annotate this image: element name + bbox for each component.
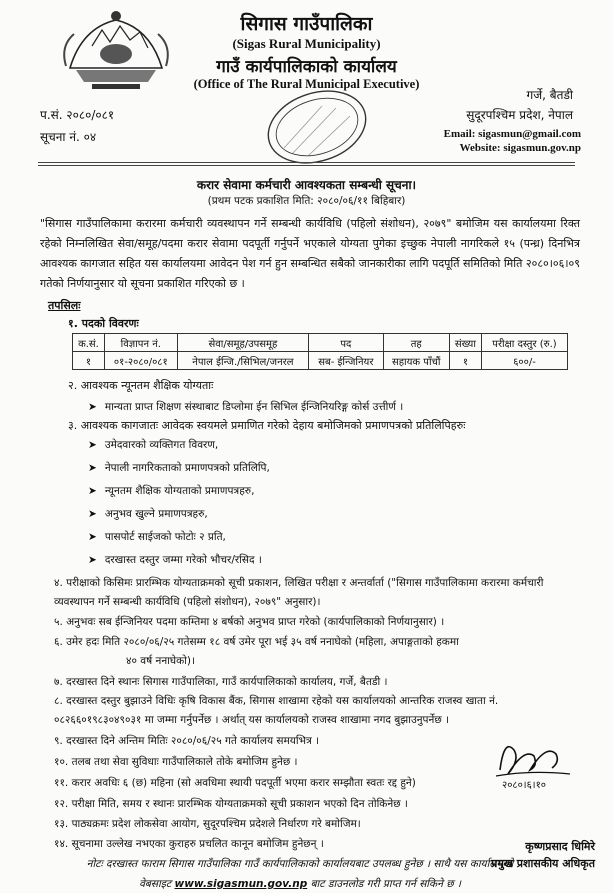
first-published-date: (प्रथम पटक प्रकाशित मिति: २०८०/०६/११ बिहिबार) bbox=[207, 195, 406, 207]
table-header-row bbox=[73, 334, 568, 352]
list-item-text: नेपाली नागरिकताको प्रमाणपत्रको प्रतिलिपि, bbox=[104, 462, 270, 474]
municipality-title-en: (Sigas Rural Municipality) bbox=[232, 36, 381, 51]
list-item bbox=[88, 507, 208, 521]
list-item-text: न्यूनतम शैक्षिक योग्यताको प्रमाणपत्रहरु, bbox=[104, 485, 255, 497]
clause-11: ११. करार अवधिः ६ (छ) महिना (सो अवधिमा स्थायी पदपूर्ती भएमा करार सम्झौता स्वतः रद्द हुने) bbox=[54, 777, 416, 789]
clause-7: ७. दरखास्त दिने स्थानः सिगास गाउँपालिका, गाउँ कार्यपालिकाको कार्यालय, गर्जे, बैतडी । bbox=[54, 676, 388, 688]
address-line-1: गर्जे, बैतडी bbox=[526, 88, 573, 102]
footer-website-note bbox=[60, 877, 540, 891]
section-2-label: २. आवश्यक न्यूनतम शैक्षिक योग्यताः bbox=[68, 379, 214, 392]
list-item bbox=[88, 484, 254, 498]
reference-number: प.सं. २०८०/०८१ bbox=[40, 108, 115, 122]
header-divider-2 bbox=[38, 165, 575, 166]
table-row bbox=[73, 352, 568, 370]
table-cell: ०१-२०८०/०८१ bbox=[104, 352, 177, 370]
list-item bbox=[88, 438, 218, 452]
clause-6: ६. उमेर हदः मिति २०८०/०६/२५ गतेसम्म १८ वर्ष उमेर पूरा भई ३५ वर्ष ननाघेको (महिला, अपाङ्गताको हकमा bbox=[54, 636, 459, 648]
clause-6-continued: ४० वर्ष ननाघेको)। bbox=[126, 655, 195, 667]
section-3-label: ३. आवश्यक कागजातः आवेदक स्वयमले प्रमाणित गरेको देहाय बमोजिमको प्रमाणपत्रको प्रतिलिपिहरुः bbox=[68, 419, 466, 432]
list-item-text: दरखास्त दस्तुर जम्मा गरेको भौचर/रसिद । bbox=[104, 554, 262, 566]
list-item-text: मान्यता प्राप्त शिक्षण संस्थाबाट डिप्लोमा ईन सिभिल ईन्जिनियरिङ्ग कोर्स उत्तीर्ण । bbox=[104, 401, 404, 413]
signer-name: कृष्णप्रसाद धिमिरे bbox=[525, 840, 595, 853]
list-item bbox=[88, 530, 226, 544]
table-cell: ६००/- bbox=[482, 352, 568, 370]
arrow-bullet-icon: ➤ bbox=[88, 401, 97, 413]
details-label: तपसिलः bbox=[48, 299, 81, 312]
table-cell: नेपाल ईन्जि./सिभिल/जनरल bbox=[177, 352, 308, 370]
clause-5: ५. अनुभवः सब ईन्जिनियर पदमा कम्तिमा ४ बर्षको अनुभव प्राप्त गरेको (कार्यपालिकाको निर्णयानुसार) । bbox=[54, 616, 445, 628]
table-cell: १ bbox=[449, 352, 481, 370]
table-cell: सब- ईन्जिनियर bbox=[309, 352, 383, 370]
list-item bbox=[88, 553, 262, 567]
clause-10: १०. तलब तथा सेवा सुविधाः गाउँपालिकाले तोके बमोजिम हुनेछ । bbox=[54, 756, 298, 768]
arrow-bullet-icon: ➤ bbox=[88, 531, 97, 543]
footer-website-link[interactable]: www.sigasmun.gov.np bbox=[174, 878, 308, 890]
office-title-np: गाउँ कार्यपालिकाको कार्यालय bbox=[216, 57, 397, 77]
handwritten-signature bbox=[490, 730, 574, 792]
signer-title: प्रमुख प्रशासकीय अधिकृत bbox=[491, 857, 595, 870]
notice-number: सूचना नं. ०४ bbox=[40, 130, 97, 144]
list-item bbox=[88, 461, 270, 475]
office-stamp bbox=[262, 88, 372, 166]
table-header: परीक्षा दस्तुर (रु.) bbox=[482, 334, 568, 352]
website-text: Website: sigasmun.gov.np bbox=[459, 142, 581, 154]
arrow-bullet-icon: ➤ bbox=[88, 462, 97, 474]
clause-13: १३. पाठ्यक्रमः प्रदेश लोकसेवा आयोग, सुदूरपश्चिम प्रदेशले निर्धारण गरे बमोजिम। bbox=[54, 818, 361, 830]
section-1-label: १. पदको विवरणः bbox=[68, 317, 139, 330]
clause-8-continued: ०८२६६०१९८३०४९०३१ मा जम्मा गर्नुपर्नेछ । अर्थात् यस कार्यालयको राजस्व शाखामा नगद बुझाउनुपर्नेछ । bbox=[54, 714, 449, 726]
signature-date: २०८०।६।१० bbox=[502, 780, 546, 791]
municipality-title-np: सिगास गाउँपालिका bbox=[240, 13, 373, 35]
table-header: पद bbox=[309, 334, 383, 352]
office-title-en: (Office of The Rural Municipal Executive) bbox=[193, 77, 420, 91]
header-divider bbox=[38, 162, 575, 163]
table-header: क.सं. bbox=[73, 334, 105, 352]
table-cell: सहायक पाँचौं bbox=[383, 352, 449, 370]
table-cell: १ bbox=[73, 352, 105, 370]
footer-website-suffix: बाट डाउनलोड गरी प्राप्त गर्न सकिने छ । bbox=[310, 878, 461, 890]
arrow-bullet-icon: ➤ bbox=[88, 554, 97, 566]
intro-paragraph: "सिगास गाउँपालिकामा करारमा कर्मचारी व्यवस्थापन गर्ने सम्बन्धी कार्यविधि (पहिलो संशोधन), २०७९" बमोजिम यस कार्यालयमा रिक्त रहेको निम्नलिखित सेवा/समूह/पदमा करार सेवामा पदपूर्ती गर्नुपर्ने भएकाले योग्यता पुगेका इच्छुक नेपाली नागरिकले १५ (पन्ध्र) दिनभित्र आवश्यक कागजात सहित यस कार्यालयमा आवेदन पेश गर्न हुन सम्बन्धित सबैको जानकारीका लागि पदपूर्ति समितिको मिति २०८०।०६।०९ गतेको निर्णयानुसार यो सूचना प्रकाशित गरिएको छ । bbox=[40, 217, 580, 290]
email-text: Email: sigasmun@gmail.com bbox=[443, 128, 581, 140]
list-item-text: अनुभव खुल्ने प्रमाणपत्रहरु, bbox=[104, 508, 208, 520]
table-header: सेवा/समूह/उपसमूह bbox=[177, 334, 308, 352]
arrow-bullet-icon: ➤ bbox=[88, 485, 97, 497]
clause-4: ४. परीक्षाको किसिमः प्रारम्भिक योग्यताक्रमको सूची प्रकाशन, लिखित परीक्षा र अन्तर्वार्ता ("सिगास गाउँपालिकामा करारमा कर्मचारी व्यवस्थापन गर्ने सम्बन्धी कार्यविधि (पहिलो संशोधन), २०७९" अनुसार)। bbox=[54, 577, 544, 608]
list-item-text: पासपोर्ट साईजको फोटोः २ प्रति, bbox=[104, 531, 226, 543]
clause-8: ८. दरखास्त दस्तुर बुझाउने विधिः कृषि विकास बैंक, सिगास शाखामा रहेको यस कार्यालयको आन्तरिक राजस्व खाता नं. bbox=[54, 695, 499, 707]
clause-9: ९. दरखास्त दिने अन्तिम मितिः २०८०/०६/२५ गते कार्यालय समयभित्र । bbox=[54, 735, 320, 747]
footer-note: नोटः दरखास्त फाराम सिगास गाउँपालिका गाउँ कार्यपालिकाको कार्यालयबाट उपलब्ध हुनेछ । साथै यस कार्यालयको bbox=[86, 858, 514, 870]
clause-14: १४. सूचनामा उल्लेख नभएका कुराहरु प्रचलित कानून बमोजिम हुनेछन् । bbox=[54, 838, 324, 850]
table-header: संख्या bbox=[449, 334, 481, 352]
table-header: विज्ञापन नं. bbox=[104, 334, 177, 352]
arrow-bullet-icon: ➤ bbox=[88, 439, 97, 451]
address-line-2: सुदूरपश्चिम प्रदेश, नेपाल bbox=[466, 108, 573, 122]
post-details-table bbox=[72, 333, 568, 370]
list-item bbox=[88, 400, 403, 414]
clause-12: १२. परीक्षा मिति, समय र स्थानः प्रारम्भिक योग्यताक्रमको सूची प्रकाशन भएको दिन तोकिनेछ । bbox=[54, 798, 408, 810]
notice-subject: करार सेवामा कर्मचारी आवश्यकता सम्बन्धी सूचना। bbox=[196, 178, 417, 192]
arrow-bullet-icon: ➤ bbox=[88, 508, 97, 520]
table-header: तह bbox=[383, 334, 449, 352]
footer-website-prefix: वेबसाइट bbox=[139, 878, 172, 890]
list-item-text: उमेदवारको व्यक्तिगत विवरण, bbox=[104, 439, 219, 451]
